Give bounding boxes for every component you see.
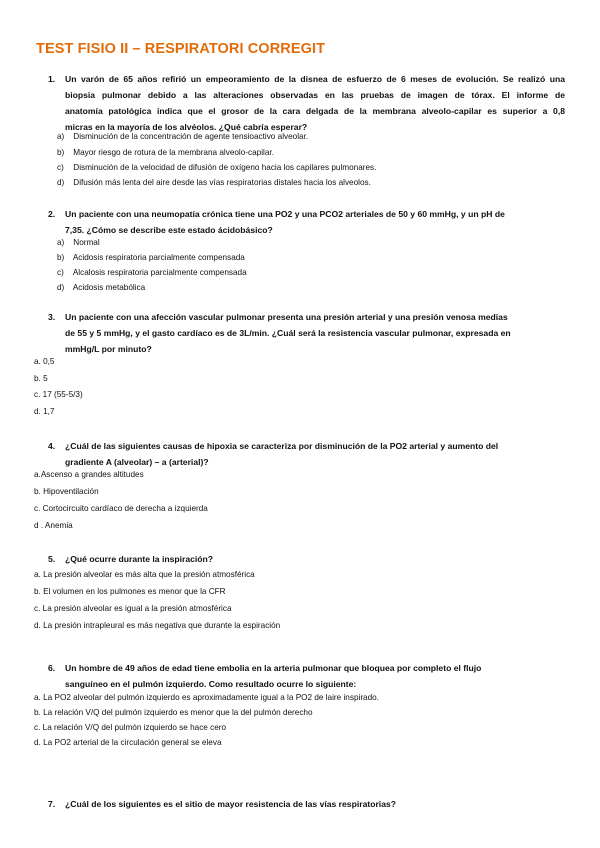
answer-option: b. Hipoventilación: [34, 487, 99, 496]
option-label: a): [57, 132, 65, 141]
question-text: [65, 71, 565, 135]
question-1: [48, 71, 565, 135]
option-text: Acidosis respiratoria parcialmente compensada: [72, 253, 245, 262]
option-text: Normal: [73, 238, 100, 247]
answer-option: [57, 147, 274, 159]
answer-option: a.Ascenso a grandes altitudes: [34, 470, 144, 479]
answer-option: d. La PO2 arterial de la circulación general se eleva: [34, 738, 222, 747]
question-line: Un varón de 65 años refirió un empeoramiento de la disnea de esfuerzo de 6 meses de evolución. Se realizó una: [65, 74, 565, 84]
question-number: 4.: [48, 441, 56, 451]
answer-option: c. La relación V/Q del pulmón izquierdo se hace cero: [34, 723, 227, 732]
option-label: c): [57, 163, 64, 172]
answer-option: c. 17 (55-5/3): [34, 390, 83, 399]
answer-option: c. Cortocircuito cardíaco de derecha a izquierda: [34, 504, 208, 513]
question-number: 1.: [48, 74, 56, 84]
option-label: d): [57, 283, 65, 292]
answer-option: b. 5: [34, 374, 48, 383]
option-text: Disminución de la concentración de agente tensioactivo alveolar.: [73, 132, 309, 141]
document-title: TEST FISIO II – RESPIRATORI CORREGIT: [36, 41, 326, 57]
option-label: d): [57, 178, 65, 187]
question-line: Un paciente con una neumopatía crónica tiene una PO2 y una PCO2 arteriales de 50 y 60 mmHg, y un pH de: [65, 209, 505, 219]
option-text: Disminución de la velocidad de difusión de oxígeno hacia los capilares pulmonares.: [73, 163, 377, 172]
answer-option: d. 1,7: [34, 407, 55, 416]
option-label: b): [57, 253, 65, 262]
answer-option: [57, 237, 100, 249]
question-7: [48, 796, 565, 812]
answer-option: c. La presión alveolar es igual a la presión atmosférica: [34, 604, 232, 613]
question-line: ¿Qué ocurre durante la inspiración?: [65, 554, 214, 564]
answer-option: [57, 162, 376, 174]
option-label: b): [57, 148, 65, 157]
question-line: ¿Cuál de los siguientes es el sitio de mayor resistencia de las vías respiratorias?: [65, 799, 396, 809]
answer-option: [57, 177, 371, 189]
answer-option: [57, 267, 247, 279]
question-text: [65, 206, 565, 238]
option-label: a): [57, 238, 65, 247]
question-line: mmHg/L por minuto?: [65, 344, 152, 354]
option-text: Mayor riesgo de rotura de la membrana alveolo-capilar.: [73, 148, 274, 157]
option-label: c): [57, 268, 64, 277]
question-number: 6.: [48, 663, 56, 673]
answer-option: b. La relación V/Q del pulmón izquierdo es menor que la del pulmón derecho: [34, 708, 313, 717]
question-4: [48, 438, 565, 470]
question-line: 7,35. ¿Cómo se describe este estado ácidobásico?: [65, 225, 273, 235]
answer-option: d . Anemia: [34, 521, 73, 530]
option-text: Alcalosis respiratoria parcialmente compensada: [72, 268, 247, 277]
question-text: [65, 551, 565, 567]
answer-option: a. 0,5: [34, 357, 55, 366]
answer-option: [57, 252, 245, 264]
question-text: [65, 796, 565, 812]
question-line: Un hombre de 49 años de edad tiene embolia en la arteria pulmonar que bloquea por completo el flujo: [65, 663, 482, 673]
question-6: [48, 660, 565, 692]
question-number: 3.: [48, 312, 56, 322]
question-number: 2.: [48, 209, 56, 219]
answer-option: d. La presión intrapleural es más negativa que durante la espiración: [34, 621, 281, 630]
question-number: 7.: [48, 799, 56, 809]
question-text: [65, 438, 565, 470]
question-text: [65, 660, 565, 692]
answer-option: [57, 131, 308, 143]
question-line: de 55 y 5 mmHg, y el gasto cardíaco es de 3L/min. ¿Cuál será la resistencia vascular pulmonar, expresada en: [65, 328, 511, 338]
question-line: gradiente A (alveolar) – a (arterial)?: [65, 457, 209, 467]
question-number: 5.: [48, 554, 56, 564]
answer-option: [57, 282, 145, 294]
question-line: ¿Cuál de las siguientes causas de hipoxia se caracteriza por disminución de la PO2 arterial y aumento del: [65, 441, 499, 451]
question-line: micras en la mayoría de los alvéolos. ¿Qué cabría esperar?: [65, 122, 308, 132]
option-text: Difusión más lenta del aire desde las vías respiratorias distales hacia los alveolos.: [73, 178, 371, 187]
question-5: [48, 551, 565, 567]
question-line: sanguíneo en el pulmón izquierdo. Como resultado ocurre lo siguiente:: [65, 679, 357, 689]
answer-option: a. La presión alveolar es más alta que la presión atmosférica: [34, 570, 255, 579]
option-text: Acidosis metabólica: [72, 283, 146, 292]
question-3: [48, 309, 565, 357]
question-line: biopsia pulmonar debido a las alteraciones observadas en las pruebas de imagen de tórax. El informe de: [65, 90, 565, 100]
question-2: [48, 206, 565, 238]
question-line: Un paciente con una afección vascular pulmonar presenta una presión arterial y una presión venosa medias: [65, 312, 508, 322]
answer-option: b. El volumen en los pulmones es menor que la CFR: [34, 587, 226, 596]
question-line: anatomía patológica indica que el grosor de la cara delgada de la membrana alveolo-capilar es superior a 0,8: [65, 106, 565, 116]
question-text: [65, 309, 565, 357]
answer-option: a. La PO2 alveolar del pulmón izquierdo es aproximadamente igual a la PO2 de laire inspirado.: [34, 693, 379, 702]
